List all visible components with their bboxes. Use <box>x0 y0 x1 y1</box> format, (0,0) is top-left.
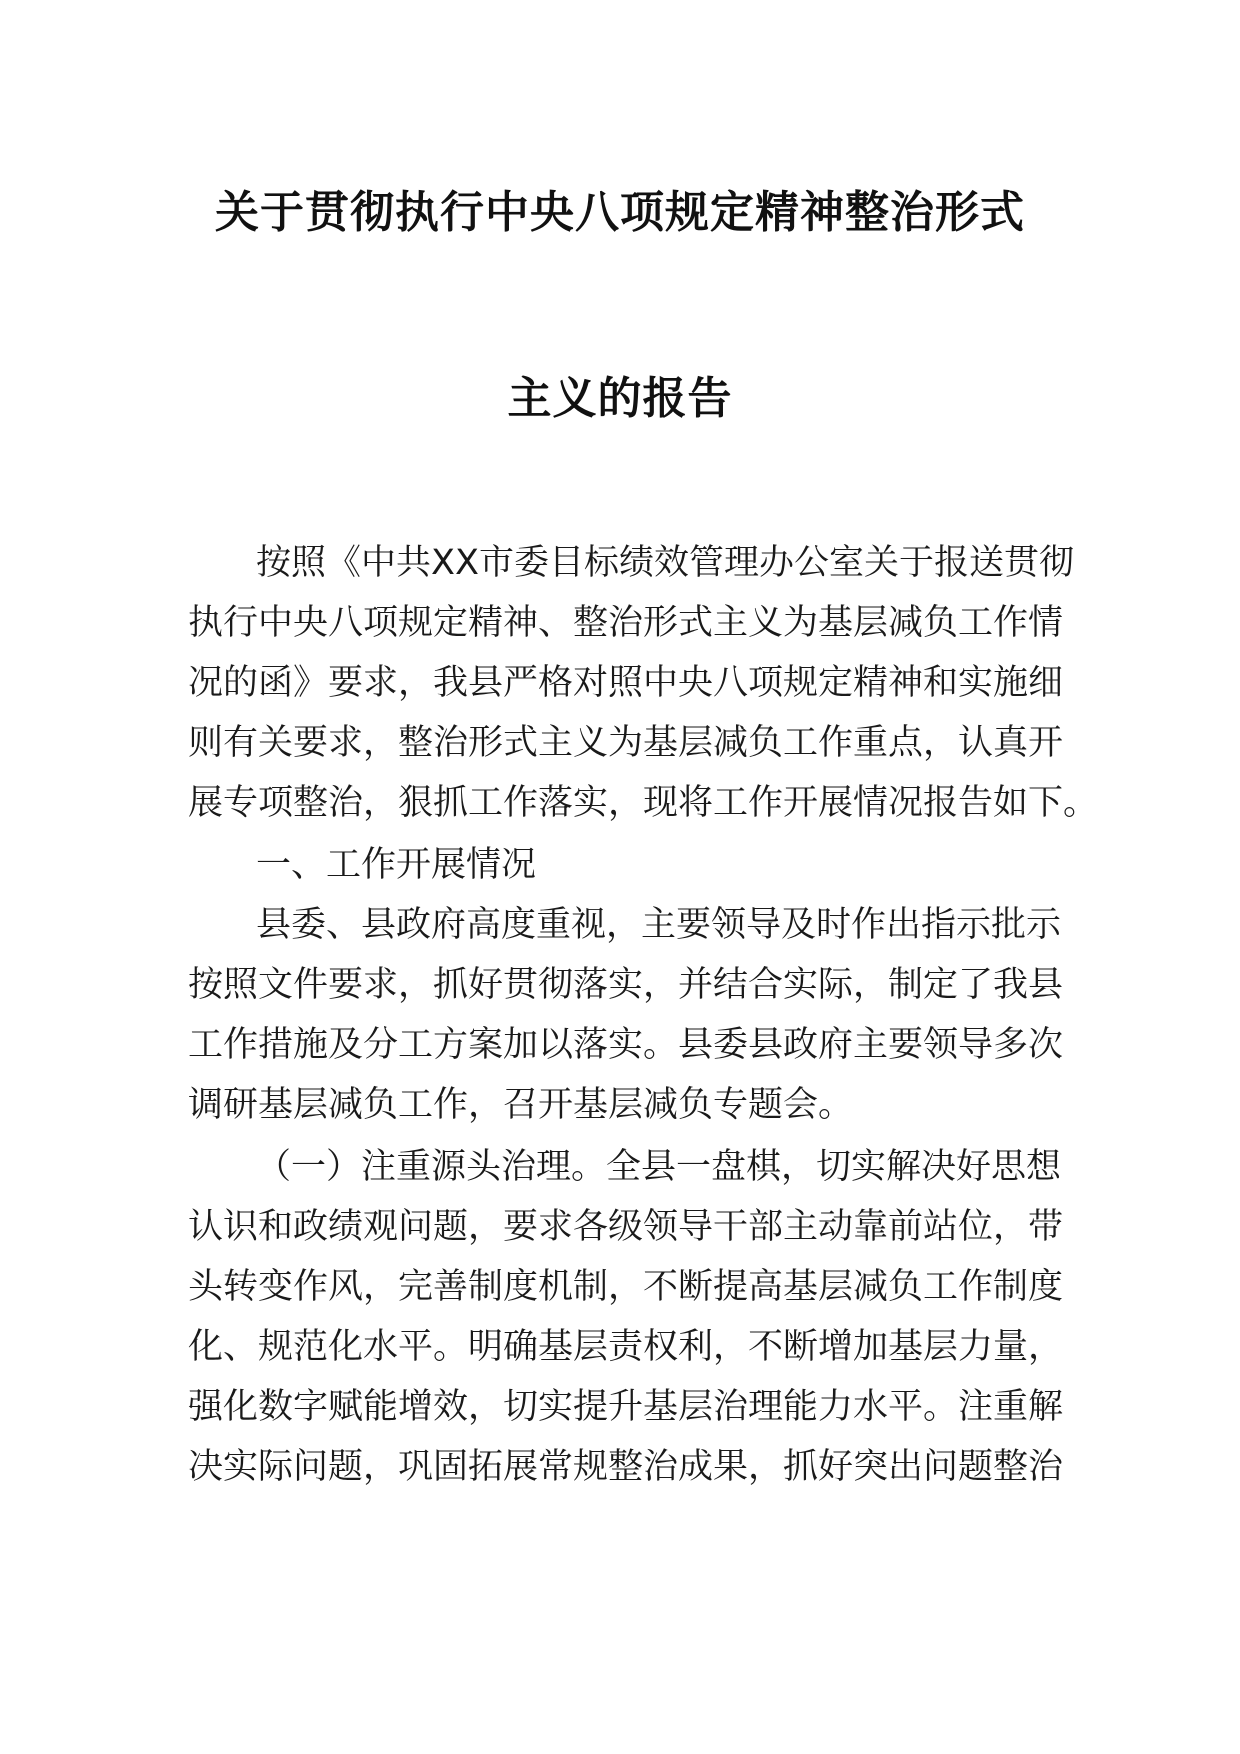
paragraph-1-line-3: 况的函》要求，我县严格对照中央八项规定精神和实施细 <box>188 663 1064 703</box>
paragraph-1-line-4: 则有关要求，整治形式主义为基层减负工作重点，认真开 <box>188 723 1064 763</box>
paragraph-2-line-4: 调研基层减负工作，召开基层减负专题会。 <box>188 1085 854 1125</box>
paragraph-3-line-2: 认识和政绩观问题，要求各级领导干部主动靠前站位，带 <box>188 1207 1064 1247</box>
paragraph-3-line-4: 化、规范化水平。明确基层责权利，不断增加基层力量， <box>188 1327 1064 1367</box>
paragraph-2-line-1: 县委、县政府高度重视，主要领导及时作出指示批示 <box>256 905 1062 945</box>
paragraph-2-line-3: 工作措施及分工方案加以落实。县委县政府主要领导多次 <box>188 1025 1064 1065</box>
paragraph-1-line-5: 展专项整治，狠抓工作落实，现将工作开展情况报告如下。 <box>188 783 1099 823</box>
paragraph-3-line-6: 决实际问题，巩固拓展常规整治成果，抓好突出问题整治 <box>188 1447 1064 1487</box>
paragraph-3-line-1: （一）注重源头治理。全县一盘棋，切实解决好思想 <box>256 1147 1062 1187</box>
paragraph-1-line-1: 按照《中共XX市委目标绩效管理办公室关于报送贯彻 <box>256 543 1074 583</box>
paragraph-2-line-2: 按照文件要求，抓好贯彻落实，并结合实际，制定了我县 <box>188 965 1064 1005</box>
paragraph-1-line-2: 执行中央八项规定精神、整治形式主义为基层减负工作情 <box>188 603 1064 643</box>
section-heading: 一、工作开展情况 <box>256 845 537 885</box>
paragraph-3-line-5: 强化数字赋能增效，切实提升基层治理能力水平。注重解 <box>188 1387 1064 1427</box>
paragraph-3-line-3: 头转变作风，完善制度机制，不断提高基层减负工作制度 <box>188 1267 1064 1307</box>
document-title-line-2: 主义的报告 <box>507 373 733 424</box>
document-title-line-1: 关于贯彻执行中央八项规定精神整治形式 <box>215 187 1025 238</box>
